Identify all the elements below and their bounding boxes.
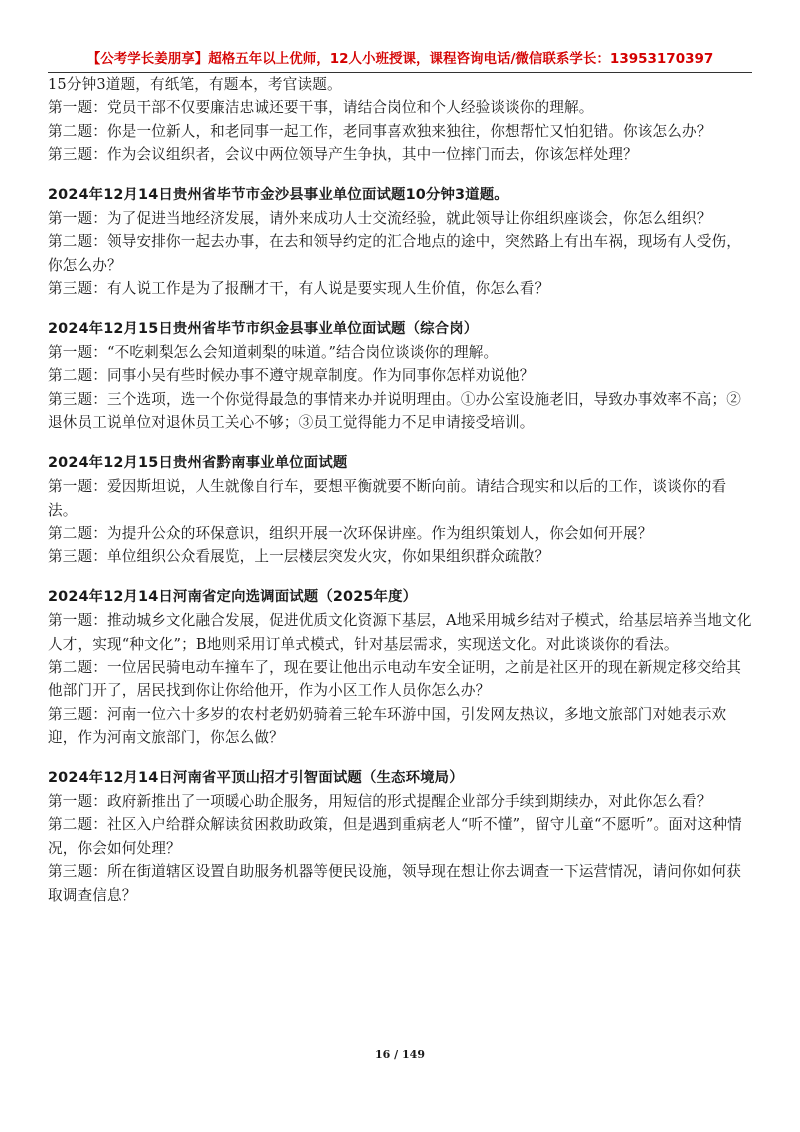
section-zhijin xyxy=(48,318,754,435)
section-jinsha xyxy=(48,184,754,301)
question-3: 第三题：河南一位六十多岁的农村老奶奶骑着三轮车环游中国，引发网友热议，多地文旅部门对她表示欢迎，作为河南文旅部门，你怎么做？ xyxy=(48,705,727,747)
section-henan-xuandiao xyxy=(48,586,754,750)
intro-line: 15分钟3道题，有纸笔，有题本，考官读题。 xyxy=(48,76,342,93)
question-3: 第三题：三个选项，选一个你觉得最急的事情来办并说明理由。①办公室设施老旧，导致办事效率不高；②退休员工说单位对退休员工关心不够；③员工觉得能力不足申请接受培训。 xyxy=(48,390,741,432)
question-3: 第三题：作为会议组织者，会议中两位领导产生争执，其中一位摔门而去，你该怎样处理？ xyxy=(48,146,638,164)
page-total: 149 xyxy=(402,1048,425,1061)
intro-block xyxy=(48,73,754,167)
section-qiannan xyxy=(48,452,754,569)
question-3: 第三题：有人说工作是为了报酬才干，有人说是要实现人生价值，你怎么看？ xyxy=(48,280,550,298)
question-3: 第三题：所在街道辖区设置自助服务机器等便民设施，领导现在想让你去调查一下运营情况，请问你如何获取调查信息？ xyxy=(48,863,741,904)
section-title: 2024年12月15日贵州省毕节市织金县事业单位面试题（综合岗） xyxy=(48,320,479,337)
question-1: 第一题：“不吃刺梨怎么会知道刺梨的味道。”结合岗位谈谈你的理解。 xyxy=(48,344,499,362)
question-2: 第二题：一位居民骑电动车撞车了，现在要让他出示电动车安全证明，之前是社区开的现在新规定移交给其他部门开了，居民找到你让你给他开，作为小区工作人员你怎么办？ xyxy=(48,658,741,700)
question-2: 第二题：为提升公众的环保意识，组织开展一次环保讲座。作为组织策划人，你会如何开展？ xyxy=(48,524,653,542)
question-1: 第一题：党员干部不仅要廉洁忠诚还要干事，请结合岗位和个人经验谈谈你的理解。 xyxy=(48,99,594,117)
section-title: 2024年12月14日贵州省毕节市金沙县事业单位面试题10分钟3道题。 xyxy=(48,186,509,203)
page-number xyxy=(0,1048,800,1061)
document-body xyxy=(48,73,754,907)
page-separator: / xyxy=(394,1048,399,1061)
question-2: 第二题：同事小吴有些时候办事不遵守规章制度。作为同事你怎样劝说他？ xyxy=(48,367,535,385)
question-3: 第三题：单位组织公众看展览，上一层楼层突发火灾，你如果组织群众疏散？ xyxy=(48,548,550,566)
section-title: 2024年12月14日河南省定向选调面试题（2025年度） xyxy=(48,588,418,605)
question-2: 第二题：领导安排你一起去办事，在去和领导约定的汇合地点的途中，突然路上有出车祸，现场有人受伤，你怎么办？ xyxy=(48,233,741,274)
section-title: 2024年12月14日河南省平顶山招才引智面试题（生态环境局） xyxy=(48,769,464,786)
question-1: 第一题：爱因斯坦说，人生就像自行车，要想平衡就要不断向前。请结合现实和以后的工作，谈谈你的看法。 xyxy=(48,478,727,519)
header-banner: 【公考学长姜朋享】超格五年以上优师，12人小班授课，课程咨询电话/微信联系学长：13953170397 xyxy=(86,51,714,67)
page-current: 16 xyxy=(375,1048,391,1061)
section-pingdingshan xyxy=(48,767,754,907)
question-1: 第一题：为了促进当地经济发展，请外来成功人士交流经验，就此领导让你组织座谈会，你怎么组织？ xyxy=(48,210,712,228)
question-1: 第一题：推动城乡文化融合发展，促进优质文化资源下基层，A地采用城乡结对子模式，给基层培养当地文化人才，实现“种文化”；B地则采用订单式模式，针对基层需求，实现送文化。对此谈谈你的看法。 xyxy=(48,612,752,653)
section-title: 2024年12月15日贵州省黔南事业单位面试题 xyxy=(48,454,348,471)
question-2: 第二题：社区入户给群众解读贫困救助政策，但是遇到重病老人“听不懂”，留守儿童“不愿听”。面对这种情况，你会如何处理？ xyxy=(48,816,742,857)
question-2: 第二题：你是一位新人，和老同事一起工作，老同事喜欢独来独往，你想帮忙又怕犯错。你该怎么办？ xyxy=(48,122,712,140)
question-1: 第一题：政府新推出了一项暖心助企服务，用短信的形式提醒企业部分手续到期续办，对此你怎么看？ xyxy=(48,792,712,810)
